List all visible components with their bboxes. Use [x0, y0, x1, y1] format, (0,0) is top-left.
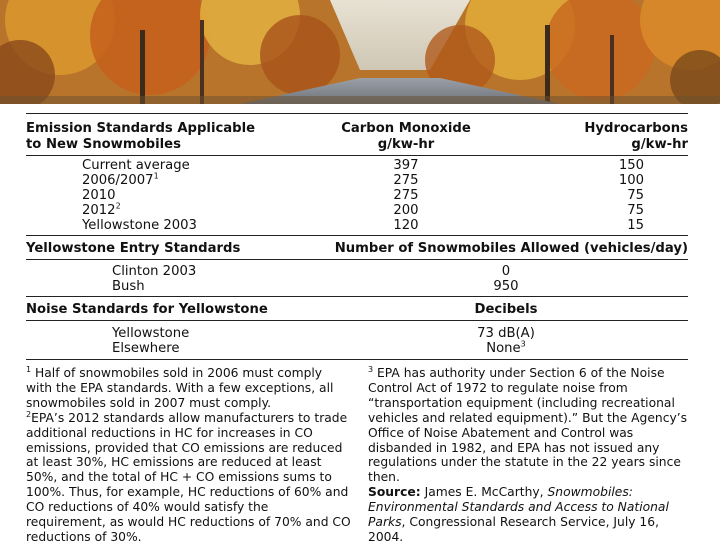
- co-column-header: Carbon Monoxide g/kw-hr: [341, 121, 471, 152]
- emission-row-label: Current average: [82, 158, 190, 173]
- hc-value: 100: [618, 173, 644, 188]
- hc-value: 150: [618, 158, 644, 173]
- noise-value: None$^3$: [486, 339, 526, 356]
- entry-header-rule: [26, 259, 688, 260]
- table-bottom-rule: [26, 359, 688, 360]
- footnotes-right-column: [368, 366, 688, 545]
- autumn-road-banner: [0, 0, 720, 104]
- noise-value: 73 dB(A): [477, 326, 535, 341]
- noise-row-label: Yellowstone: [112, 326, 190, 341]
- emission-header-rule: [26, 155, 688, 156]
- co-value: 200: [393, 203, 419, 218]
- emission-row-label: Yellowstone 2003: [82, 218, 197, 233]
- entry-header-label: Yellowstone Entry Standards: [26, 241, 241, 256]
- emission-row-label: 2010: [82, 188, 116, 203]
- footnote-1: $^1$ Half of snowmobiles sold in 2006 must comply with the EPA standards. With a few exceptions, all snowmobiles sold in 2007 must comply.: [26, 364, 334, 410]
- emission-row-label: 2006/2007$^1$: [82, 171, 159, 188]
- hc-value: 75: [627, 188, 644, 203]
- emission-header-label: Emission Standards Applicable to New Snowmobiles: [26, 121, 256, 152]
- noise-header-rule: [26, 320, 688, 321]
- co-value: 397: [393, 158, 419, 173]
- co-value: 275: [393, 188, 419, 203]
- noise-top-rule: [26, 296, 688, 297]
- source-citation: Source: James E. McCarthy, Snowmobiles: Environmental Standards and Access to National Parks, Congressional Research Service, July 16, 2004.: [368, 485, 669, 544]
- footnotes-left-column: [26, 366, 351, 545]
- hc-column-header: Hydrocarbons g/kw-hr: [584, 121, 688, 152]
- co-value: 275: [393, 173, 419, 188]
- entry-value: 0: [501, 264, 511, 279]
- footnote-3: $^3$ EPA has authority under Section 6 of the Noise Control Act of 1972 to regulate noise from “transportation equipment (including recreational vehicles and related equipment).” But the Agency’s Office of Noise Abatement and Control was disbanded in 1982, and EPA has not issued any regulations under the statute in the 22 years since then.: [368, 364, 688, 485]
- table-top-rule: [26, 113, 688, 114]
- entry-row-label: Clinton 2003: [112, 264, 197, 279]
- noise-row-label: Elsewhere: [112, 341, 180, 356]
- hc-value: 75: [627, 203, 644, 218]
- hc-value: 15: [627, 218, 644, 233]
- emission-row-label: 2012$^2$: [82, 201, 121, 218]
- entry-column-header: Number of Snowmobiles Allowed (vehicles/day): [334, 241, 688, 256]
- autumn-road-image: [0, 0, 720, 104]
- noise-column-header: Decibels: [474, 302, 538, 317]
- entry-value: 950: [493, 279, 519, 294]
- entry-row-label: Bush: [112, 279, 145, 294]
- footnote-2: $^2$EPA’s 2012 standards allow manufacturers to trade additional reductions in HC for increases in CO emissions, provided that CO emissions are reduced at least 30%, HC emissions are reduced at least 50%, and the total of HC + CO emissions sums to 100%. Thus, for example, HC reductions of 60% and CO reductions of 40% would satisfy the requirement, as would HC reductions of 70% and CO reductions of 30%.: [26, 409, 351, 544]
- co-value: 120: [393, 218, 419, 233]
- noise-header-label: Noise Standards for Yellowstone: [26, 302, 268, 317]
- entry-top-rule: [26, 235, 688, 236]
